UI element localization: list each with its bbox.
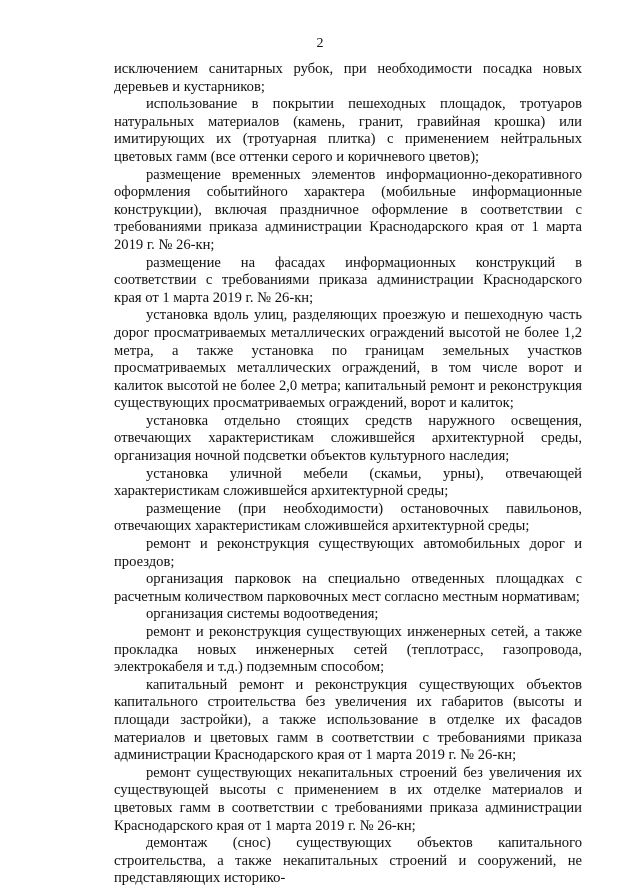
paragraph: организация парковок на специально отведенных площадках с расчетным количеством парковочных мест согласно местным нормативам; (114, 571, 582, 605)
paragraph: размещение (при необходимости) остановочных павильонов, отвечающих характеристикам сложившейся архитектурной среды; (114, 500, 582, 535)
paragraph: размещение временных элементов информационно-декоративного оформления событийного характера (мобильные информационные конструкции), включая праздничное оформление в соответствии с требованиями приказа администрации Краснодарского края от 1 марта 2019 г. № 26-кн; (114, 166, 582, 253)
paragraph: размещение на фасадах информационных конструкций в соответствии с требованиями приказа администрации Краснодарского края от 1 марта 2019 г. № 26-кн; (114, 254, 582, 306)
paragraph: капитальный ремонт и реконструкция существующих объектов капитального строительства без увеличения их габаритов (высоты и площади застройки), а также использование в отделке их фасадов материалов и цветовых гамм в соответствии с требованиями приказа администрации Краснодарского края от 1 марта 2019 г. № 26-кн; (114, 676, 582, 764)
paragraph: исключением санитарных рубок, при необходимости посадка новых деревьев и кустарников; (114, 61, 582, 95)
page-number: 2 (316, 36, 324, 51)
paragraph: ремонт и реконструкция существующих инженерных сетей, а также прокладка новых инженерных сетей (теплотрасс, газопровода, электрокабеля и т.д.) подземным способом; (114, 624, 582, 676)
paragraph: ремонт существующих некапитальных строений без увеличения их существующей высоты с применением в их отделке материалов и цветовых гамм в соответствии с требованиями приказа администрации Краснодарского края от 1 марта 2019 г. № 26-кн; (114, 764, 582, 834)
paragraph: установка уличной мебели (скамьи, урны), отвечающей характеристикам сложившейся архитектурной среды; (114, 465, 582, 500)
body-text (114, 61, 582, 888)
paragraph: демонтаж (снос) существующих объектов капитального строительства, а также некапитальных строений и сооружений, не представляющих историко- (114, 835, 582, 887)
paragraph: установка вдоль улиц, разделяющих проезжую и пешеходную часть дорог просматриваемых металлических ограждений высотой не более 1,2 метра, а также установка по границам земельных участков просматриваемых металлических ограждений, в том числе ворот и калиток высотой не более 2,0 метра; капитальный ремонт и реконструкция существующих просматриваемых ограждений, ворот и калиток; (114, 307, 582, 412)
paragraph: установка отдельно стоящих средств наружного освещения, отвечающих характеристикам сложившейся архитектурной среды, организация ночной подсветки объектов культурного наследия; (114, 412, 582, 465)
paragraph: организация системы водоотведения; (146, 606, 379, 623)
paragraph: ремонт и реконструкция существующих автомобильных дорог и проездов; (114, 536, 582, 570)
paragraph: использование в покрытии пешеходных площадок, тротуаров натуральных материалов (камень, гранит, гравийная крошка) или имитирующих их (тротуарная плитка) с применением нейтральных цветовых гамм (все оттенки серого и коричневого цветов); (114, 96, 582, 165)
